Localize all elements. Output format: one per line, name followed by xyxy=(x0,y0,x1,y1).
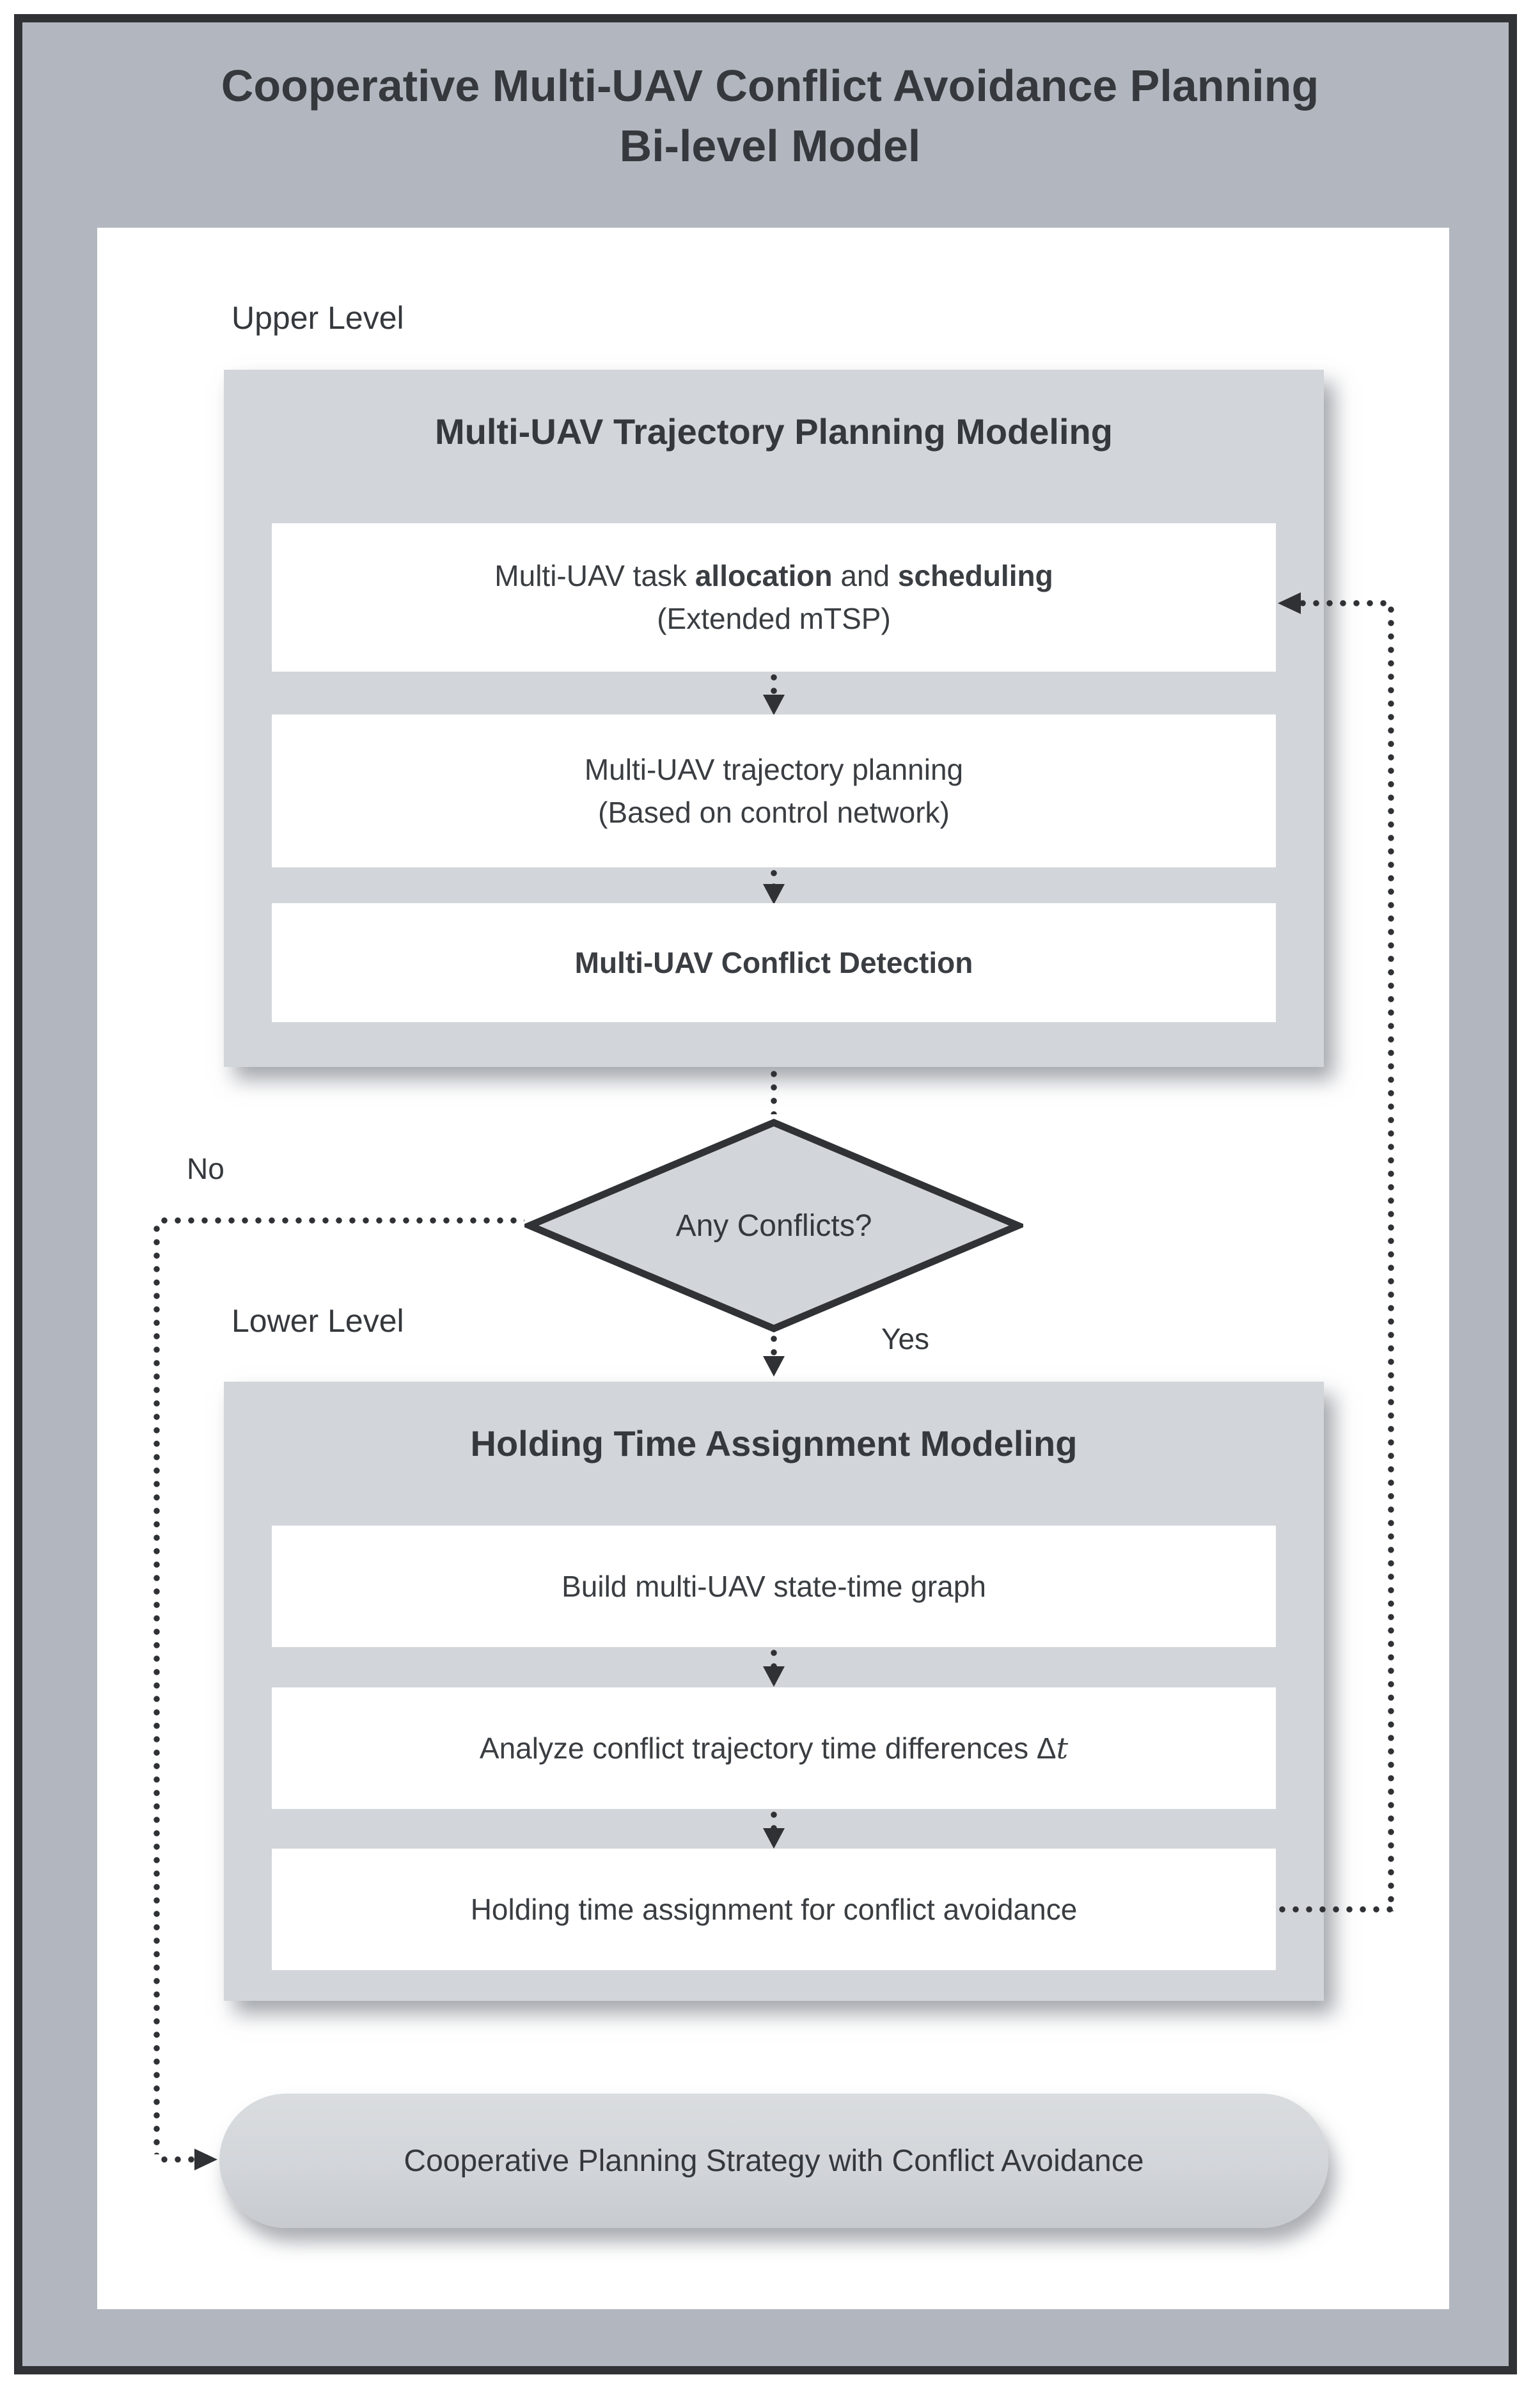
state-time-graph-text: Build multi-UAV state-time graph xyxy=(562,1569,986,1603)
yes-arrow-line xyxy=(771,1336,777,1357)
decision-question: Any Conflicts? xyxy=(675,1208,872,1243)
arrow-analyze-to-holding-head xyxy=(763,1828,785,1849)
no-path-horizontal-bottom xyxy=(161,2156,194,2163)
trajectory-planning-box xyxy=(272,714,1276,867)
trajectory-planning-line2: (Based on control network) xyxy=(598,795,950,829)
no-path-arrowhead xyxy=(194,2149,217,2170)
holding-time-box xyxy=(272,1849,1276,1970)
yes-label: Yes xyxy=(881,1322,930,1355)
arrow-allocation-to-trajectory-line xyxy=(771,674,777,697)
state-time-graph-box xyxy=(272,1526,1276,1647)
holding-time-text: Holding time assignment for conflict avoidance xyxy=(470,1892,1078,1926)
arrow-analyze-to-holding-line xyxy=(771,1812,777,1829)
trajectory-planning-text xyxy=(585,748,963,833)
figure-title xyxy=(0,56,1540,177)
trajectory-planning-line1: Multi-UAV trajectory planning xyxy=(584,752,964,786)
time-difference-box xyxy=(272,1687,1276,1809)
no-label: No xyxy=(187,1152,224,1185)
task-allocation-pre: Multi-UAV task xyxy=(494,559,695,593)
feedback-path-bottom xyxy=(1279,1906,1394,1913)
connector-group-to-diamond xyxy=(771,1071,777,1114)
yes-arrow-head xyxy=(763,1356,785,1377)
lower-level-label: Lower Level xyxy=(232,1303,404,1339)
task-allocation-bold2: scheduling xyxy=(897,559,1053,593)
arrow-allocation-to-trajectory-head xyxy=(763,695,785,715)
upper-level-label: Upper Level xyxy=(232,300,404,336)
feedback-path-arrowhead xyxy=(1278,592,1301,614)
conflict-detection-text: Multi-UAV Conflict Detection xyxy=(574,945,973,979)
arrow-trajectory-to-detection-line xyxy=(771,870,777,885)
lower-group-title: Holding Time Assignment Modeling xyxy=(470,1423,1078,1464)
task-allocation-line2: (Extended mTSP) xyxy=(657,602,891,635)
output-capsule xyxy=(219,2094,1328,2228)
time-difference-text xyxy=(480,1727,1068,1770)
figure-title-line2: Bi-level Model xyxy=(619,120,921,171)
figure-title-line1: Cooperative Multi-UAV Conflict Avoidance Planning xyxy=(221,61,1319,111)
conflict-detection-box xyxy=(272,903,1276,1022)
no-path-horizontal-top xyxy=(161,1217,524,1224)
feedback-path-top xyxy=(1300,600,1393,606)
task-allocation-box xyxy=(272,523,1276,672)
arrow-graph-to-analyze-line xyxy=(771,1650,777,1668)
arrow-graph-to-analyze-head xyxy=(763,1666,785,1687)
arrow-trajectory-to-detection-head xyxy=(763,884,785,904)
t-symbol: t xyxy=(1056,1730,1069,1765)
output-capsule-text: Cooperative Planning Strategy with Conflict Avoidance xyxy=(404,2143,1144,2178)
delta-symbol: Δ xyxy=(1036,1731,1057,1765)
upper-group-title: Multi-UAV Trajectory Planning Modeling xyxy=(435,411,1113,452)
no-path-vertical xyxy=(153,1226,160,2154)
task-allocation-mid: and xyxy=(832,559,898,593)
task-allocation-bold1: allocation xyxy=(695,559,833,593)
time-difference-pre: Analyze conflict trajectory time differences xyxy=(479,1731,1037,1765)
task-allocation-text xyxy=(494,555,1053,640)
feedback-path-vertical xyxy=(1388,606,1394,1911)
